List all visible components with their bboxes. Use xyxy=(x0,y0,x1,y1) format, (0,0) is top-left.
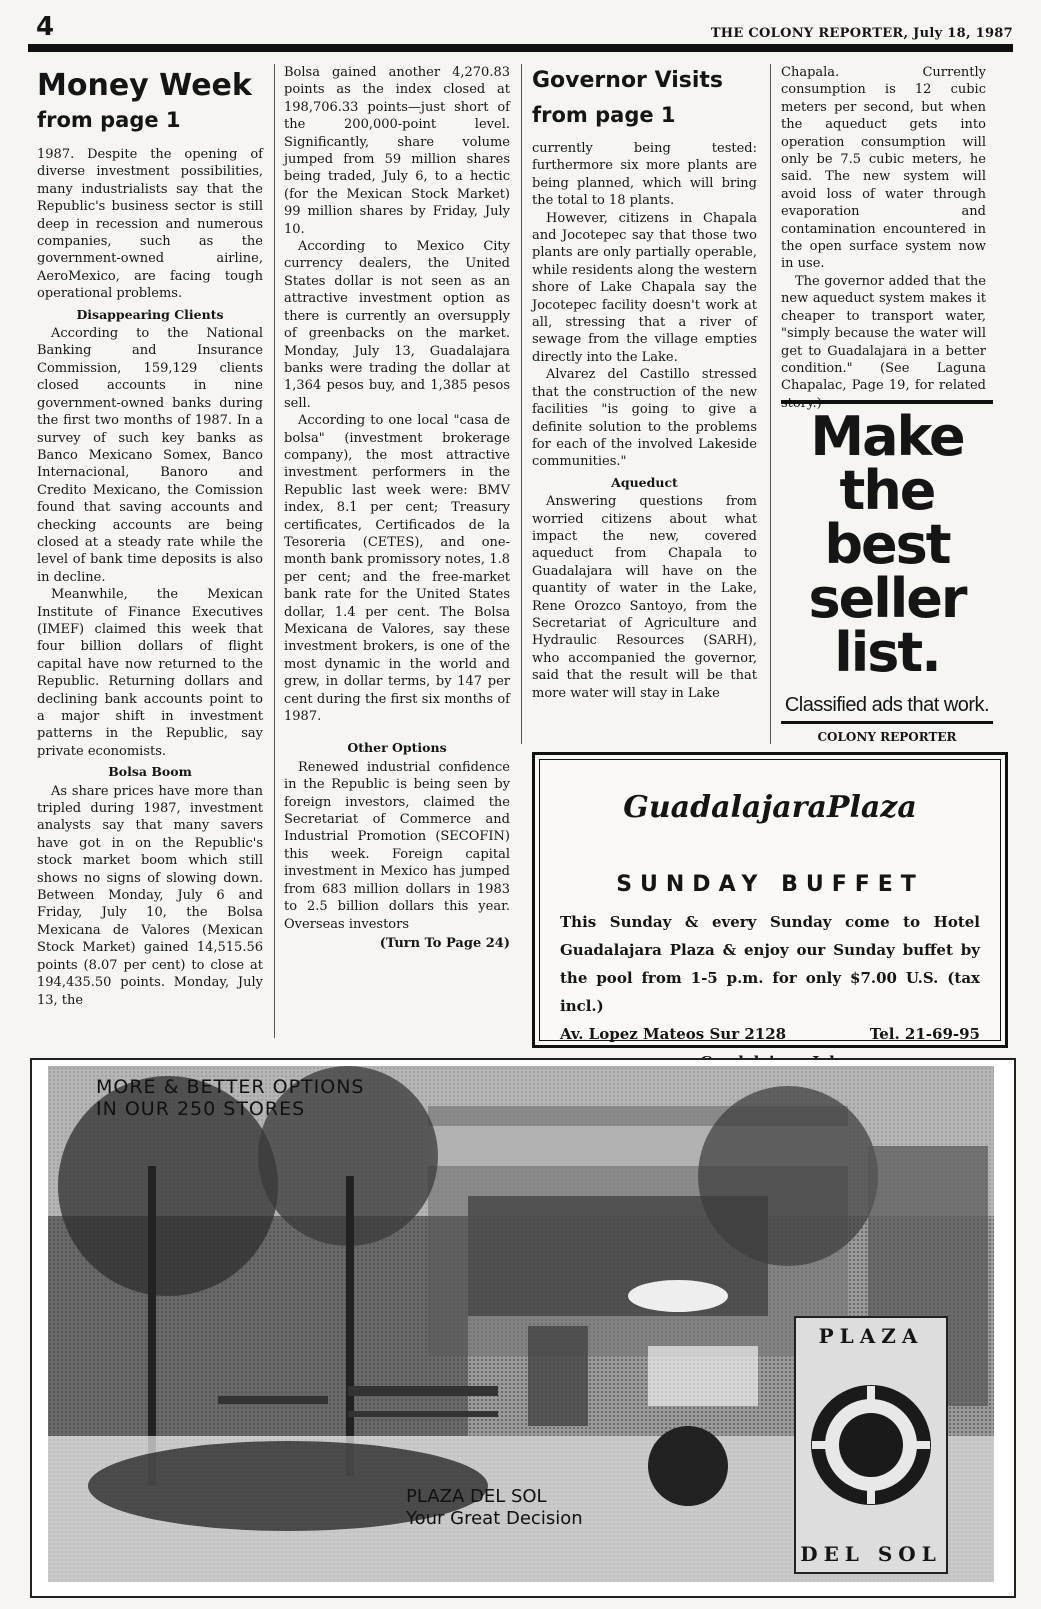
money-week-column-1 xyxy=(37,64,263,1009)
overlay-top-line: IN OUR 250 STORES xyxy=(96,1098,306,1120)
sun-icon xyxy=(796,1318,946,1572)
paragraph: currently being tested: furthermore six more plants are being planned, which will bring the total to 18 plants. xyxy=(532,141,757,209)
column-divider xyxy=(274,64,275,1038)
column-divider xyxy=(521,64,522,744)
crosshead-aqueduct: Aqueduct xyxy=(611,474,678,490)
ad-top-rule xyxy=(781,400,993,404)
ad-line: list. xyxy=(834,621,940,684)
buffet-title: SUNDAY BUFFET xyxy=(616,872,924,897)
buffet-description: This Sunday & every Sunday come to Hotel Guadalajara Plaza & enjoy our Sunday buffet by the pool from 1-5 p.m. for only $7.00 U.S. (tax incl.) xyxy=(560,913,980,1015)
money-week-subhead: from page 1 xyxy=(37,108,181,132)
paragraph: 1987. Despite the opening of diverse investment possibilities, many industrialists say that the Republic's business sector is still deep in recession and numerous companies, such as the government-owned airline, AeroMexico, are facing tough operational problems. xyxy=(37,147,263,302)
plaza-del-sol-logo xyxy=(794,1316,948,1574)
logo-top-text: PLAZA xyxy=(818,1324,924,1348)
classified-ad[interactable] xyxy=(781,405,993,744)
ad-footer: COLONY REPORTER xyxy=(817,730,957,744)
crosshead-bolsa-boom: Bolsa Boom xyxy=(108,764,192,780)
buffet-body xyxy=(560,908,980,1076)
money-week-headline: Money Week xyxy=(37,68,252,103)
ad-tagline: Classified ads that work. xyxy=(784,694,990,716)
paragraph: According to Mexico City currency dealers, the United States dollar is not seen as an attractive investment option as there is currently an oversupply of greenbacks on the market. Monday, July 13, Guadalajara banks were trading the dollar at 1,364 pesos buy, and 1,385 pesos sell. xyxy=(284,239,510,411)
paragraph: Alvarez del Castillo stressed that the construction of the new facilities "is going to give a definite solution to the problems for each of the involved Lakeside communities." xyxy=(532,367,757,470)
paragraph: However, citizens in Chapala and Jocotepec say that those two plants are only partially operable, while residents along the western shore of Lake Chapala say the Jocotepec facility doesn't work at all, stressing that a river of sewage from the village empties directly into the Lake. xyxy=(532,210,757,365)
column-divider xyxy=(770,64,771,744)
header-rule xyxy=(28,44,1013,52)
buffet-phone: Tel. 21-69-95 xyxy=(869,1025,980,1043)
logo-bottom-text: DEL SOL xyxy=(800,1542,942,1566)
ad-line: best xyxy=(824,513,950,576)
masthead-dateline: THE COLONY REPORTER, July 18, 1987 xyxy=(710,26,1013,41)
plaza-overlay-top xyxy=(96,1076,364,1120)
ad-rule xyxy=(781,721,993,724)
paragraph: The governor added that the new aqueduct system makes it cheaper to transport water, "simply because the water will get to Guadalajara in a better condition." (See Laguna Chapalac, Page 19, for related xyxy=(781,273,986,394)
turn-to-page-link[interactable]: (Turn To Page 24) xyxy=(379,935,510,951)
governor-visits-subhead: from page 1 xyxy=(532,103,676,127)
ad-line: Make xyxy=(810,405,964,468)
paragraph: Chapala. Currently consumption is 12 cubic meters per second, but when the aqueduct gets into operation consumption will only be 7.5 cubic meters, he said. The new system will avoid loss of water through evaporation and contamination encountered in the open surface system now in use. xyxy=(781,65,986,272)
governor-visits-column-2 xyxy=(781,64,986,412)
governor-visits-headline: Governor Visits xyxy=(532,68,723,93)
paragraph: According to one local "casa de bolsa" (investment brokerage company), the most attractive investment performers in the Republic last week were: BMV index, 8.1 per cent; Treasury certificates, Certificados de la Tesoreria (CETES), and one-month bank promissory notes, 1.8 per cent; and the free-market bank rate for the United States dollar, 1.4 per cent. The Bolsa Mexicana de Valores, say these investment brokers, is one of the most dynamic in the world and grew, in dollar terms, by 147 per cent during the first six months of 1987. xyxy=(284,413,510,725)
paragraph: Bolsa gained another 4,270.83 points as the index closed at 198,706.33 points—just short of the 200,000-point level. Significantly, share volume jumped from 59 million shares being traded, July 6, to a hectic (for the Mexican Stock Market) 99 million shares by Friday, July 10. xyxy=(284,65,510,237)
plaza-photo xyxy=(48,1066,994,1582)
ad-line: the xyxy=(839,459,935,522)
plaza-overlay-bottom xyxy=(406,1486,583,1530)
paragraph: Answering questions from worried citizens about what impact the new, covered aqueduct from Chapala to Guadalajara will have on the quantity of water in the Lake, Rene Orozco Santoyo, from the Secretariat of Agriculture and Hydraulic Resources (SARH), who accompanied the governor, said that the result will be that more water will stay in Lake xyxy=(532,494,757,701)
paragraph: Renewed industrial confidence in the Republic is being seen by foreign investors, claimed the Secretariat of Commerce and Industrial Promotion (SECOFIN) this week. Foreign capital investment in Mexico has jumped from 683 million dollars in 1983 to 2.5 billion dollars this year. Overseas investors xyxy=(284,759,510,932)
crosshead-disappearing-clients: Disappearing Clients xyxy=(76,306,224,322)
ad-inner-border xyxy=(539,759,1001,1041)
crosshead-other-options: Other Options xyxy=(347,740,447,756)
sunday-buffet-ad[interactable] xyxy=(532,752,1008,1048)
overlay-bottom-line: Your Great Decision xyxy=(406,1508,583,1529)
paragraph: As share prices have more than tripled during 1987, investment analysts say that many savers have got in on the Republic's stock market boom which still shows no signs of slowing down. Between Monday, July 6 and Friday, July 10, the Bolsa Mexicana de Valores (Mexican Stock Market) gained 14,515.56 points (8.07 per cent) to close at 194,435.50 points. Monday, July 13, the xyxy=(37,783,263,1008)
paragraph: Meanwhile, the Mexican Institute of Finance Executives (IMEF) claimed this week that four billion dollars of flight capital have now returned to the Republic. Returning dollars and declining bank accounts point to a major shift in investment patterns in the Republic, say private economists. xyxy=(37,587,263,759)
ad-line: seller xyxy=(808,567,966,630)
money-week-column-2 xyxy=(284,64,510,952)
governor-visits-column-1 xyxy=(532,64,757,702)
address-row xyxy=(560,1020,980,1048)
guadalajara-plaza-logo: GuadalajaraPlaza xyxy=(623,790,917,825)
buffet-address: Av. Lopez Mateos Sur 2128 xyxy=(560,1025,787,1043)
plaza-del-sol-ad[interactable] xyxy=(30,1058,1016,1598)
page-number: 4 xyxy=(36,12,55,42)
overlay-bottom-line: PLAZA DEL SOL xyxy=(406,1486,547,1507)
overlay-top-line: MORE & BETTER OPTIONS xyxy=(96,1076,365,1098)
paragraph: According to the National Banking and Insurance Commission, 159,129 clients closed accounts in nine government-owned banks during the first two months of 1987. In a survey of such key banks as Banco Mexicano Somex, Banco Internacional, Banoro and Credito Mexicano, the Comission found that saving accounts and checking accounts are being closed at a steady rate while the level of bank time deposits is also in decline. xyxy=(37,326,263,585)
